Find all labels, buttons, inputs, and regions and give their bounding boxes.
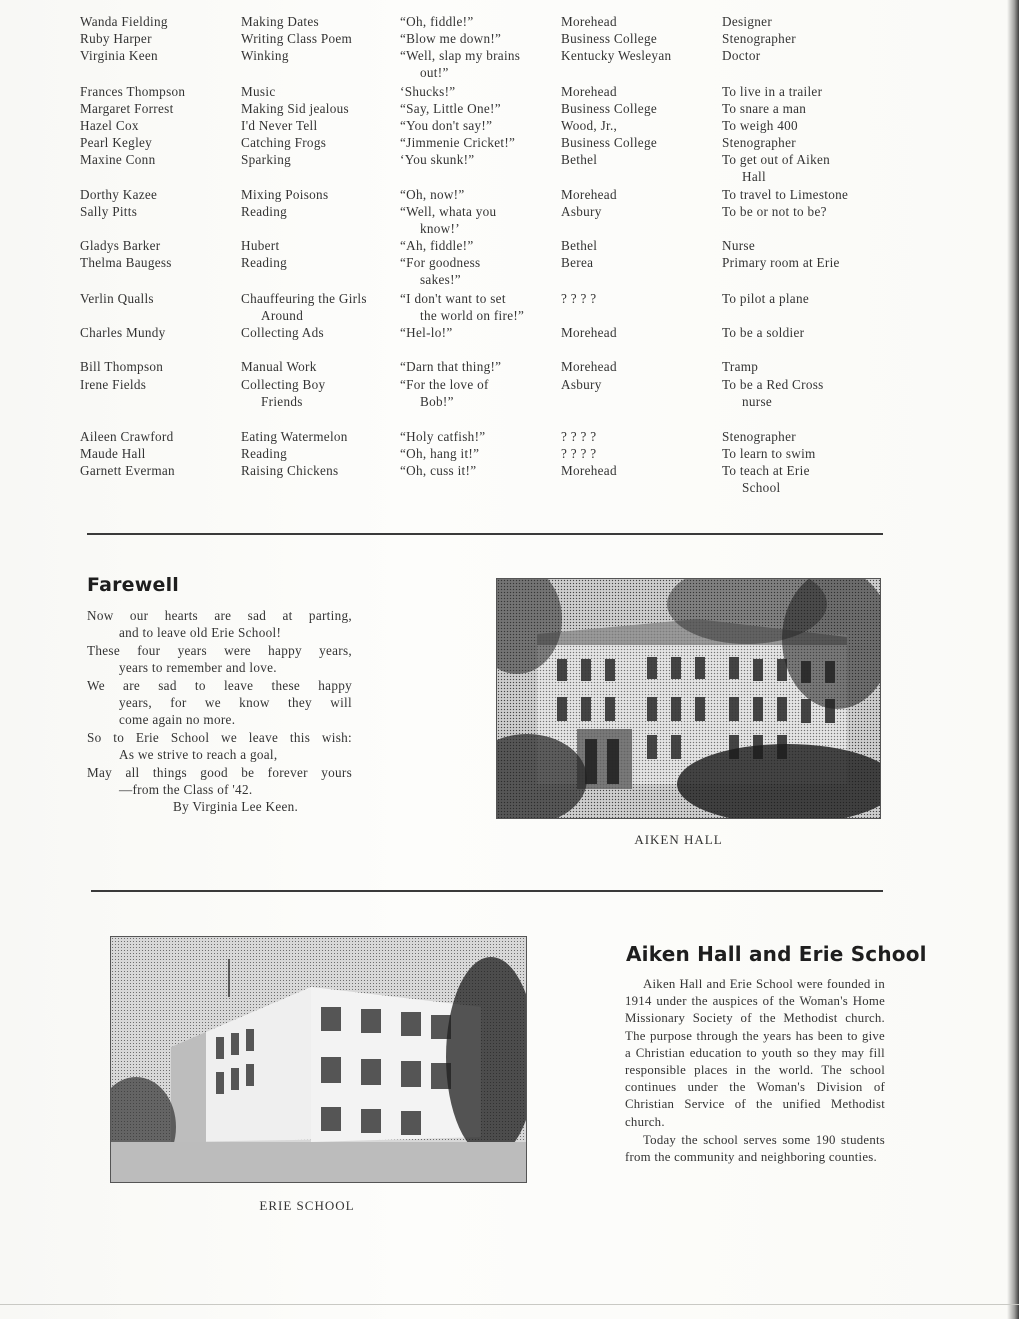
aiken-hall-image (497, 579, 880, 818)
student-name: Virginia Keen (80, 48, 158, 63)
student-hobby: Reading (241, 255, 288, 270)
student-future: Morehead (561, 325, 617, 340)
student-future: Morehead (561, 14, 617, 29)
erie-school-photo (110, 936, 527, 1183)
history-paragraph: Today the school serves some 190 students from the community and neighboring counties. (625, 1132, 885, 1165)
student-hobby: Collecting Boy Friends (241, 377, 326, 410)
student-saying: “Hel-lo!” (400, 325, 453, 340)
student-name: Bill Thompson (80, 359, 164, 374)
student-hobby: Sparking (241, 152, 292, 167)
student-name: Wanda Fielding (80, 14, 168, 29)
student-ambition: Stenographer (722, 31, 796, 46)
page-bottom-edge (0, 1304, 1019, 1305)
poem-line: We are sad to leave these happy (87, 677, 352, 693)
student-ambition: To weigh 400 (722, 118, 798, 133)
poem-line: Now our hearts are sad at parting, (87, 608, 352, 623)
student-saying: “Jimmenie Cricket!” (400, 135, 516, 150)
student-ambition: To teach at Erie School (722, 463, 810, 496)
poem-line: come again no more. (119, 712, 236, 728)
student-saying: “Darn that thing!” (400, 359, 502, 374)
student-future: Kentucky Wesleyan (561, 48, 672, 63)
student-hobby: Raising Chickens (241, 463, 339, 478)
student-future: Wood, Jr., (561, 118, 618, 133)
student-saying: ‘You skunk!” (400, 152, 475, 167)
student-saying: “You don't say!” (400, 118, 493, 133)
student-hobby: Making Sid jealous (241, 101, 349, 116)
student-ambition: To be or not to be? (722, 204, 827, 219)
student-saying: “Oh, cuss it!” (400, 463, 477, 478)
section-divider (91, 890, 883, 892)
student-name: Hazel Cox (80, 118, 139, 133)
student-name: Garnett Everman (80, 463, 175, 478)
student-future: Morehead (561, 359, 617, 374)
student-name: Dorthy Kazee (80, 187, 158, 202)
student-name: Gladys Barker (80, 238, 161, 253)
student-ambition: To snare a man (722, 101, 807, 116)
student-ambition: Stenographer (722, 135, 796, 150)
poem-line: So to Erie School we leave this wish: (87, 729, 352, 745)
student-saying: ‘Shucks!” (400, 84, 456, 99)
erie-school-caption: ERIE SCHOOL (259, 1198, 355, 1213)
student-future: Berea (561, 255, 594, 270)
student-ambition: Doctor (722, 48, 761, 63)
student-future: ? ? ? ? (561, 446, 597, 461)
student-ambition: Nurse (722, 238, 755, 253)
student-hobby: Manual Work (241, 359, 317, 374)
aiken-hall-photo (496, 578, 881, 819)
student-ambition: Tramp (722, 359, 759, 374)
poem-line: These four years were happy years, (87, 642, 352, 658)
student-hobby: Chauffeuring the Girls Around (241, 291, 367, 324)
student-saying: “Oh, hang it!” (400, 446, 480, 461)
history-paragraph: Aiken Hall and Erie School were founded in 1914 under the auspices of the Woman's Home Missionary Society of the Methodist church. The purpose through the years has been to give a Christian education to youth so they may fill responsible places in the world. The school continues under the Woman's Division of Christian Service of the unified Methodist church. (625, 977, 885, 1129)
student-hobby: Mixing Poisons (241, 187, 329, 202)
student-saying: “Blow me down!” (400, 31, 502, 46)
student-saying: “Well, whata you know!’ (400, 204, 497, 237)
student-saying: “Holy catfish!” (400, 429, 486, 444)
history-essay (625, 976, 885, 1166)
student-future: Morehead (561, 187, 617, 202)
binding-shadow (1007, 0, 1019, 1319)
student-name: Charles Mundy (80, 325, 166, 340)
student-saying: “Oh, fiddle!” (400, 14, 474, 29)
poem-line: May all things good be forever yours (87, 764, 352, 780)
student-name: Sally Pitts (80, 204, 138, 219)
poem-line: By Virginia Lee Keen. (173, 799, 299, 815)
student-ambition: To get out of Aiken Hall (722, 152, 831, 185)
poem-line: —from the Class of '42. (119, 782, 253, 798)
farewell-poem (87, 607, 352, 816)
student-name: Verlin Qualls (80, 291, 154, 306)
student-hobby: Reading (241, 446, 288, 461)
student-future: Asbury (561, 204, 602, 219)
erie-school-image (111, 937, 526, 1182)
student-future: Business College (561, 31, 658, 46)
student-hobby: Writing Class Poem (241, 31, 353, 46)
student-saying: “Say, Little One!” (400, 101, 501, 116)
student-name: Aileen Crawford (80, 429, 174, 444)
student-name: Ruby Harper (80, 31, 152, 46)
student-name: Pearl Kegley (80, 135, 153, 150)
student-name: Maude Hall (80, 446, 146, 461)
student-future: Business College (561, 135, 658, 150)
student-hobby: Music (241, 84, 276, 99)
student-ambition: Designer (722, 14, 773, 29)
student-hobby: Catching Frogs (241, 135, 327, 150)
student-saying: “Ah, fiddle!” (400, 238, 474, 253)
student-ambition: To live in a trailer (722, 84, 823, 99)
student-ambition: To learn to swim (722, 446, 816, 461)
student-name: Maxine Conn (80, 152, 156, 167)
student-hobby: Collecting Ads (241, 325, 324, 340)
student-future: ? ? ? ? (561, 429, 597, 444)
aiken-hall-caption: AIKEN HALL (634, 832, 723, 847)
student-saying: “Well, slap my brains out!” (400, 48, 521, 81)
student-ambition: Primary room at Erie (722, 255, 840, 270)
student-hobby: Reading (241, 204, 288, 219)
student-saying: “I don't want to set the world on fire!” (400, 291, 525, 324)
student-ambition: To pilot a plane (722, 291, 810, 306)
student-future: Asbury (561, 377, 602, 392)
student-future: ? ? ? ? (561, 291, 597, 306)
section-divider (87, 533, 883, 535)
student-name: Irene Fields (80, 377, 147, 392)
student-saying: “For the love of Bob!” (400, 377, 489, 410)
poem-line: and to leave old Erie School! (119, 625, 282, 641)
poem-line: As we strive to reach a goal, (119, 747, 278, 763)
student-saying: “Oh, now!” (400, 187, 465, 202)
student-future: Morehead (561, 84, 617, 99)
student-hobby: Making Dates (241, 14, 319, 29)
farewell-title: Farewell (87, 574, 180, 596)
student-hobby: Hubert (241, 238, 280, 253)
student-future: Morehead (561, 463, 617, 478)
student-ambition: To be a Red Cross nurse (722, 377, 824, 410)
student-future: Bethel (561, 152, 598, 167)
poem-line: years, for we know they will (119, 695, 352, 711)
student-name: Frances Thompson (80, 84, 186, 99)
student-ambition: Stenographer (722, 429, 796, 444)
student-hobby: I'd Never Tell (241, 118, 318, 133)
student-hobby: Winking (241, 48, 289, 63)
student-saying: “For goodness sakes!” (400, 255, 481, 288)
student-future: Bethel (561, 238, 598, 253)
student-hobby: Eating Watermelon (241, 429, 348, 444)
history-title: Aiken Hall and Erie School (626, 942, 927, 966)
student-future: Business College (561, 101, 658, 116)
student-ambition: To travel to Limestone (722, 187, 849, 202)
student-name: Margaret Forrest (80, 101, 174, 116)
student-name: Thelma Baugess (80, 255, 172, 270)
student-ambition: To be a soldier (722, 325, 805, 340)
poem-line: years to remember and love. (119, 660, 277, 676)
